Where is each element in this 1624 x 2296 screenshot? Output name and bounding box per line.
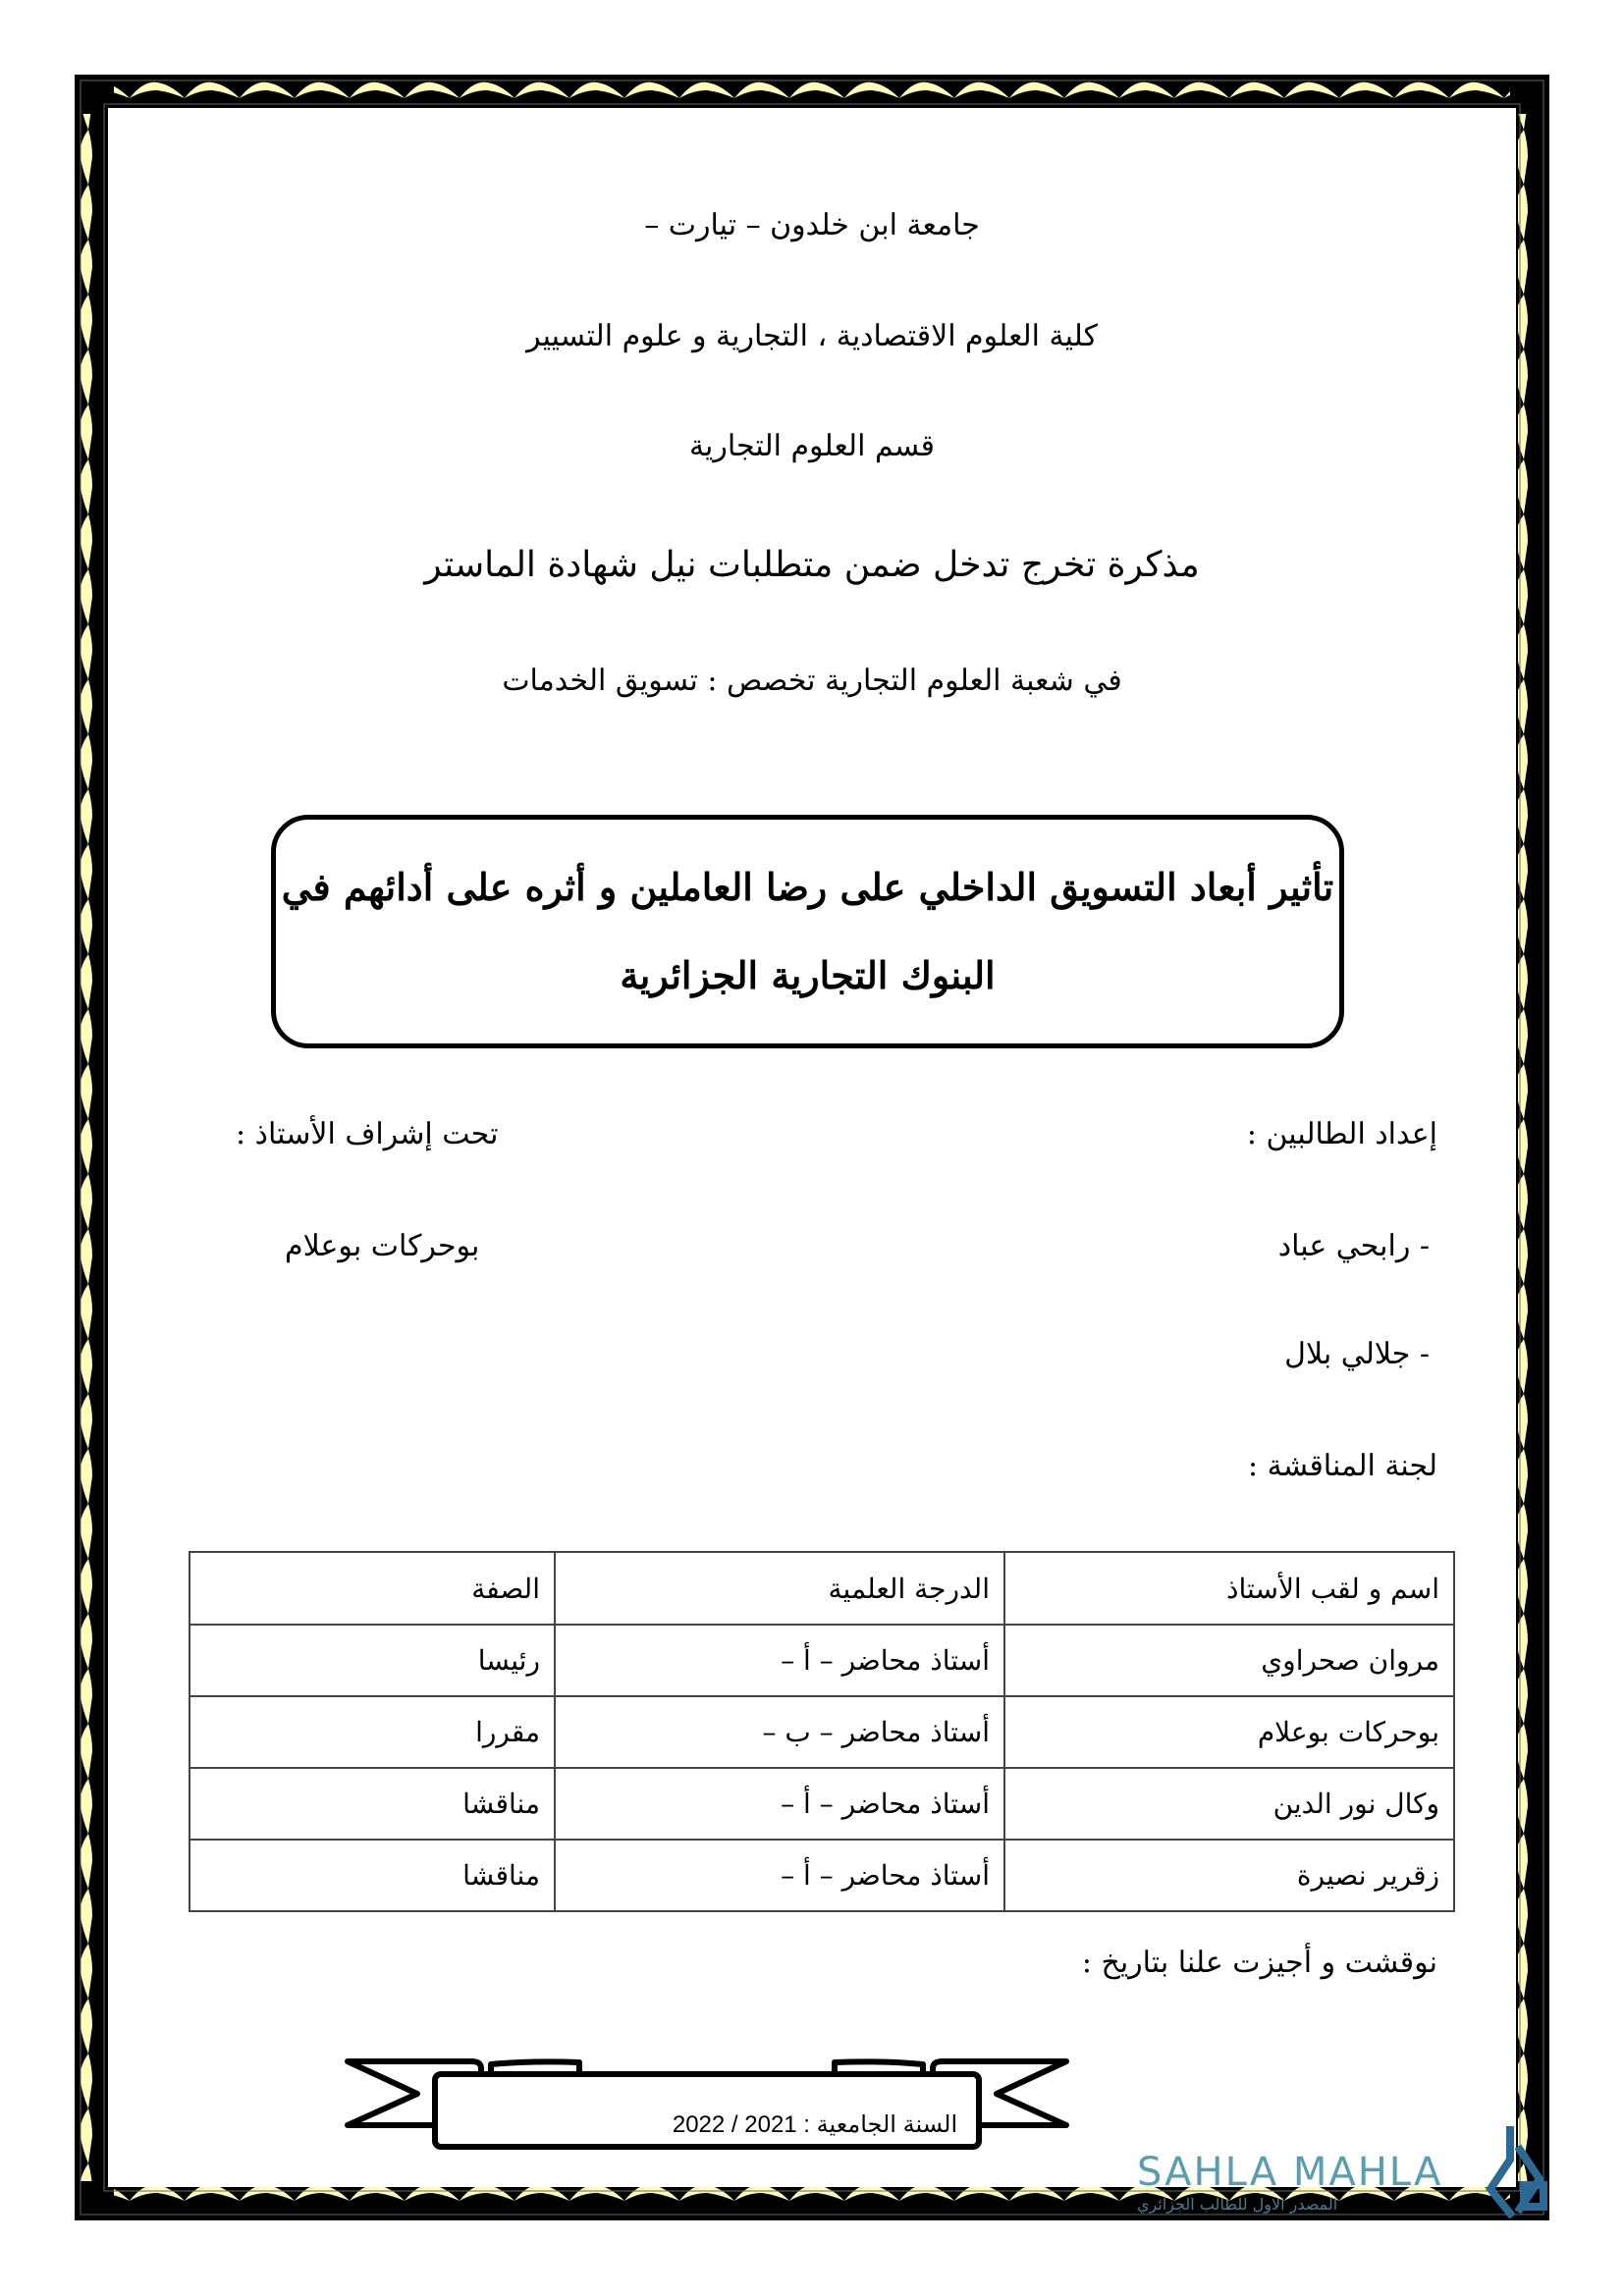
member-rank: أستاذ محاضر – ب – <box>555 1696 1004 1768</box>
university-name: جامعة ابن خلدون – تيارت – <box>644 208 980 242</box>
member-role: مناقشا <box>189 1768 555 1840</box>
academic-year: السنة الجامعية : 2021 / 2022 <box>672 2111 958 2138</box>
header-role: الصفة <box>189 1552 555 1625</box>
member-rank: أستاذ محاضر – أ – <box>555 1840 1004 1911</box>
member-rank: أستاذ محاضر – أ – <box>555 1625 1004 1696</box>
table-row <box>189 1768 1454 1840</box>
header-rank: الدرجة العلمية <box>555 1552 1004 1625</box>
defense-date-label: نوقشت و أجيزت علنا بتاريخ : <box>1081 1946 1437 1980</box>
watermark-brand: SAHLA MAHLA <box>1137 2150 1443 2195</box>
table-row <box>189 1625 1454 1696</box>
member-role: مناقشا <box>189 1840 555 1911</box>
thesis-type: مذكرة تخرج تدخل ضمن متطلبات نيل شهادة الماستر <box>424 545 1200 585</box>
specialty: في شعبة العلوم التجارية تخصص : تسويق الخدمات <box>502 664 1122 698</box>
member-name: زقرير نصيرة <box>1004 1840 1454 1911</box>
member-role: رئيسا <box>189 1625 555 1696</box>
member-role: مقررا <box>189 1696 555 1768</box>
table-row <box>189 1696 1454 1768</box>
thesis-title-box <box>271 815 1344 1048</box>
table-row <box>189 1840 1454 1911</box>
student-name-2: - جلالي بلال <box>1284 1337 1430 1371</box>
table-header-row <box>189 1552 1454 1625</box>
committee-table <box>189 1551 1455 1912</box>
member-name: مروان صحراوي <box>1004 1625 1454 1696</box>
student-name-1: - رابحي عباد <box>1277 1229 1430 1263</box>
department-name: قسم العلوم التجارية <box>688 429 936 463</box>
member-name: بوحركات بوعلام <box>1004 1696 1454 1768</box>
committee-label: لجنة المناقشة : <box>1247 1449 1437 1483</box>
watermark-tagline: المصدر الاول للطالب الجزائري <box>1137 2195 1338 2214</box>
member-rank: أستاذ محاضر – أ – <box>555 1768 1004 1840</box>
thesis-title-line-1: تأثير أبعاد التسويق الداخلي على رضا العاملين و أثره على أدائهم في <box>281 865 1334 909</box>
thesis-title-line-2: البنوك التجارية الجزائرية <box>620 953 996 997</box>
watermark-logo-icon <box>1481 2120 1551 2218</box>
supervisor-name: بوحركات بوعلام <box>285 1229 480 1263</box>
header-name: اسم و لقب الأستاذ <box>1004 1552 1454 1625</box>
member-name: وكال نور الدين <box>1004 1768 1454 1840</box>
supervisor-label: تحت إشراف الأستاذ : <box>236 1117 499 1151</box>
faculty-name: كلية العلوم الاقتصادية ، التجارية و علوم التسيير <box>526 319 1098 353</box>
students-label: إعداد الطالبين : <box>1246 1117 1437 1151</box>
